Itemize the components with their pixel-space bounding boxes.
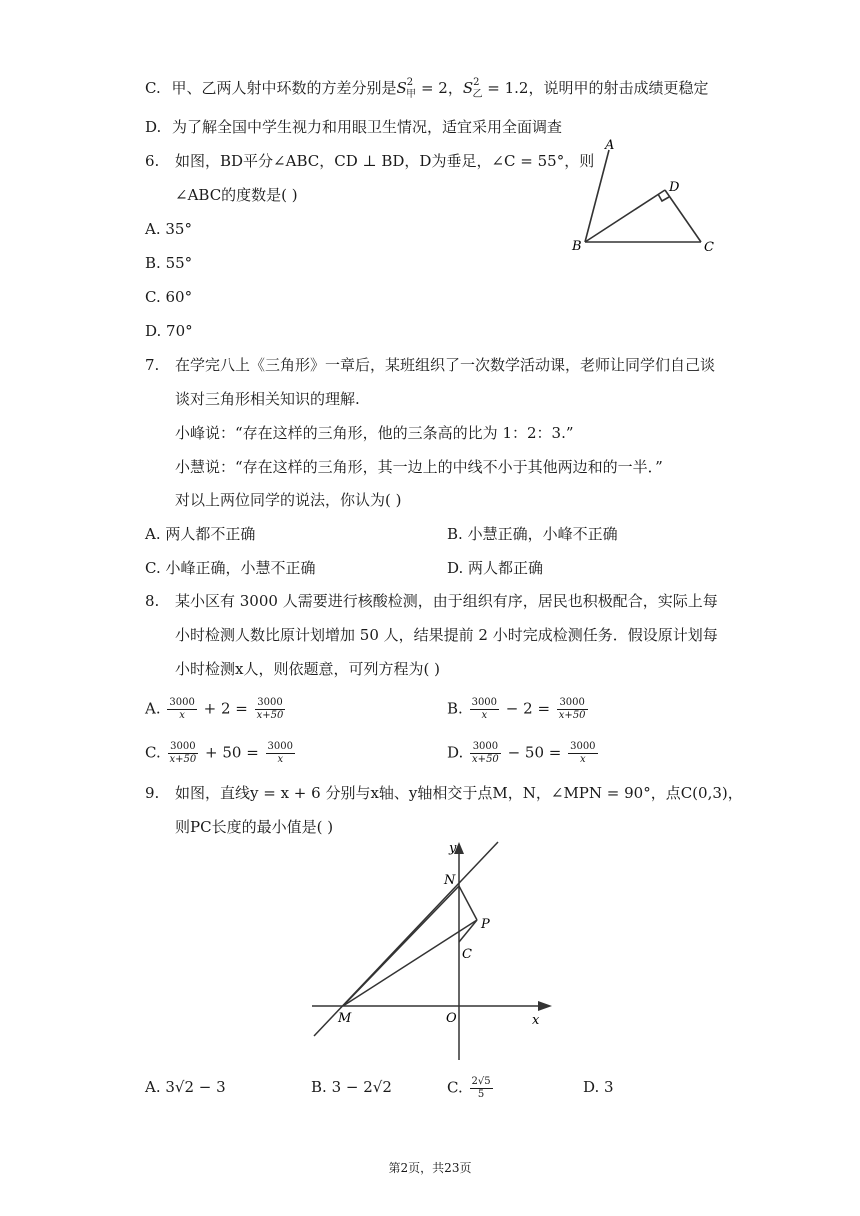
q7-option-b bbox=[447, 523, 618, 545]
q6-option-b bbox=[145, 252, 192, 274]
line-mn bbox=[314, 842, 498, 1036]
option-label: B. bbox=[311, 1078, 327, 1096]
q7-stem-line3: 小峰说：“存在这样的三角形，他的三条高的比为 1：2：3.” bbox=[175, 424, 574, 442]
fraction: $\frac{3000}{x+50}$ bbox=[472, 741, 499, 765]
option-label: C. bbox=[447, 1078, 463, 1097]
segment-np bbox=[459, 886, 477, 920]
option-text: 55° bbox=[165, 254, 193, 272]
q9-option-d bbox=[583, 1076, 614, 1098]
fraction: $\frac{3000}{x}$ bbox=[570, 741, 596, 765]
option-label: D. bbox=[145, 118, 162, 136]
option-label: C. bbox=[145, 743, 161, 762]
right-angle-mark bbox=[658, 194, 669, 201]
label-b: B bbox=[572, 239, 582, 254]
label-c: C bbox=[704, 240, 714, 255]
option-text: 小峰正确，小慧不正确 bbox=[165, 559, 316, 577]
variance-symbol: S bbox=[396, 79, 407, 97]
option-text: 3√2 − 3 bbox=[165, 1078, 226, 1096]
label-p: P bbox=[481, 917, 490, 932]
option-label: C. bbox=[145, 288, 161, 306]
segment-mp bbox=[343, 920, 477, 1006]
q6-stem-line2: ∠ABC的度数是( ) bbox=[175, 186, 298, 204]
q6-stem-line1: 如图，BD平分∠ABC，CD ⊥ BD，D为垂足，∠C = 55°，则 bbox=[175, 152, 595, 170]
operator: + 50 = bbox=[200, 743, 264, 762]
segment-dc bbox=[665, 190, 701, 242]
q6-option-d bbox=[145, 320, 193, 342]
superscript: 2 bbox=[473, 77, 480, 88]
label-c: C bbox=[462, 947, 472, 962]
q8-option-c bbox=[145, 741, 297, 766]
label-o: O bbox=[446, 1011, 457, 1026]
label-x: x bbox=[532, 1013, 540, 1028]
q7-option-c bbox=[145, 557, 316, 579]
q9-option-a bbox=[145, 1076, 226, 1098]
q7-option-d bbox=[447, 557, 543, 579]
option-label: B. bbox=[447, 525, 463, 543]
fraction: $\frac{3000}{x+50}$ bbox=[169, 741, 197, 765]
q7-stem-line5: 对以上两位同学的说法，你认为( ) bbox=[175, 491, 402, 509]
q5-option-c bbox=[145, 77, 708, 102]
option-label: A. bbox=[145, 1078, 161, 1096]
option-text: = 1.2，说明甲的射击成绩更稳定 bbox=[482, 79, 709, 97]
q8-stem-line1: 某小区有 3000 人需要进行核酸检测，由于组织有序，居民也积极配合，实际上每 bbox=[175, 592, 718, 610]
label-m: M bbox=[338, 1011, 352, 1026]
q8-stem-line2: 小时检测人数比原计划增加 50 人，结果提前 2 小时完成检测任务．假设原计划每 bbox=[175, 626, 718, 644]
option-label: A. bbox=[145, 220, 161, 238]
label-a: A bbox=[605, 138, 615, 153]
q8-number: 8. bbox=[145, 592, 160, 610]
subscript: 甲 bbox=[406, 89, 417, 100]
q9-stem-line1: 如图，直线y = x + 6 分别与x轴、y轴相交于点M，N，∠MPN = 90°，点C(0,3)， bbox=[175, 784, 743, 802]
option-text: 小慧正确，小峰不正确 bbox=[467, 525, 618, 543]
option-text: 35° bbox=[165, 220, 192, 238]
q9-stem-line2: 则PC长度的最小值是( ) bbox=[175, 818, 334, 836]
q8-option-b bbox=[447, 697, 590, 722]
option-label: A. bbox=[145, 525, 161, 543]
option-text: = 2， bbox=[416, 79, 463, 97]
q7-number: 7. bbox=[145, 356, 160, 374]
operator: − 2 = bbox=[501, 699, 555, 718]
fraction: $\frac{3000}{x}$ bbox=[267, 741, 293, 765]
option-label: B. bbox=[447, 699, 463, 718]
q8-option-d bbox=[447, 741, 600, 766]
option-text: 两人都正确 bbox=[468, 559, 544, 577]
segment-pc bbox=[459, 920, 477, 942]
subscript: 乙 bbox=[472, 89, 483, 100]
q7-stem-line2: 谈对三角形相关知识的理解. bbox=[175, 390, 360, 408]
fraction: $\frac{3000}{x+50}$ bbox=[256, 697, 284, 721]
q6-number: 6. bbox=[145, 152, 160, 170]
page-footer: 第2页，共23页 bbox=[388, 1161, 472, 1175]
q7-stem-line4: 小慧说：“存在这样的三角形，其一边上的中线不小于其他两边和的一半．” bbox=[175, 458, 663, 476]
q9-option-b bbox=[311, 1076, 392, 1098]
option-text: 3 − 2√2 bbox=[331, 1078, 392, 1096]
option-text: 为了解全国中学生视力和用眼卫生情况，适宜采用全面调查 bbox=[172, 118, 563, 136]
q8-option-a bbox=[145, 697, 287, 722]
q8-stem-line3: 小时检测x人，则依题意，可列方程为( ) bbox=[175, 660, 440, 678]
option-label: B. bbox=[145, 254, 161, 272]
x-axis-arrow bbox=[538, 1001, 552, 1011]
superscript: 2 bbox=[406, 77, 414, 88]
label-n: N bbox=[444, 873, 456, 888]
option-text: 70° bbox=[166, 322, 193, 340]
label-d: D bbox=[669, 180, 680, 195]
variance-symbol: S bbox=[462, 79, 474, 97]
option-text: 甲、乙两人射中环数的方差分别是 bbox=[171, 79, 397, 97]
q6-option-a bbox=[145, 218, 192, 240]
q9-number: 9. bbox=[145, 784, 160, 802]
q9-option-c bbox=[447, 1076, 495, 1101]
option-text: 3 bbox=[604, 1078, 614, 1096]
q9-coordinate-figure bbox=[308, 838, 558, 1064]
option-label: D. bbox=[145, 322, 162, 340]
operator: − 50 = bbox=[502, 743, 567, 762]
operator: + 2 = bbox=[198, 699, 253, 718]
q7-stem-line1: 在学完八上《三角形》一章后，某班组织了一次数学活动课，老师让同学们自己谈 bbox=[175, 356, 716, 374]
option-label: C. bbox=[145, 559, 161, 577]
option-label: D. bbox=[447, 743, 464, 762]
q5-option-d bbox=[145, 116, 562, 138]
option-text: 两人都不正确 bbox=[165, 525, 256, 543]
fraction: $\frac{3000}{x+50}$ bbox=[558, 697, 586, 721]
option-label: C. bbox=[145, 79, 161, 97]
fraction: $\frac{3000}{x}$ bbox=[471, 697, 498, 721]
option-text: 60° bbox=[165, 288, 193, 306]
option-label: D. bbox=[447, 559, 464, 577]
q6-option-c bbox=[145, 286, 192, 308]
segment-mn bbox=[343, 886, 459, 1006]
label-y: y bbox=[449, 841, 457, 856]
option-label: A. bbox=[145, 699, 161, 718]
option-label: D. bbox=[583, 1078, 600, 1096]
q6-triangle-figure bbox=[565, 138, 725, 260]
fraction: $\frac{2√5}{5}$ bbox=[471, 1076, 491, 1100]
q7-option-a bbox=[145, 523, 255, 545]
fraction: $\frac{3000}{x}$ bbox=[169, 697, 195, 721]
